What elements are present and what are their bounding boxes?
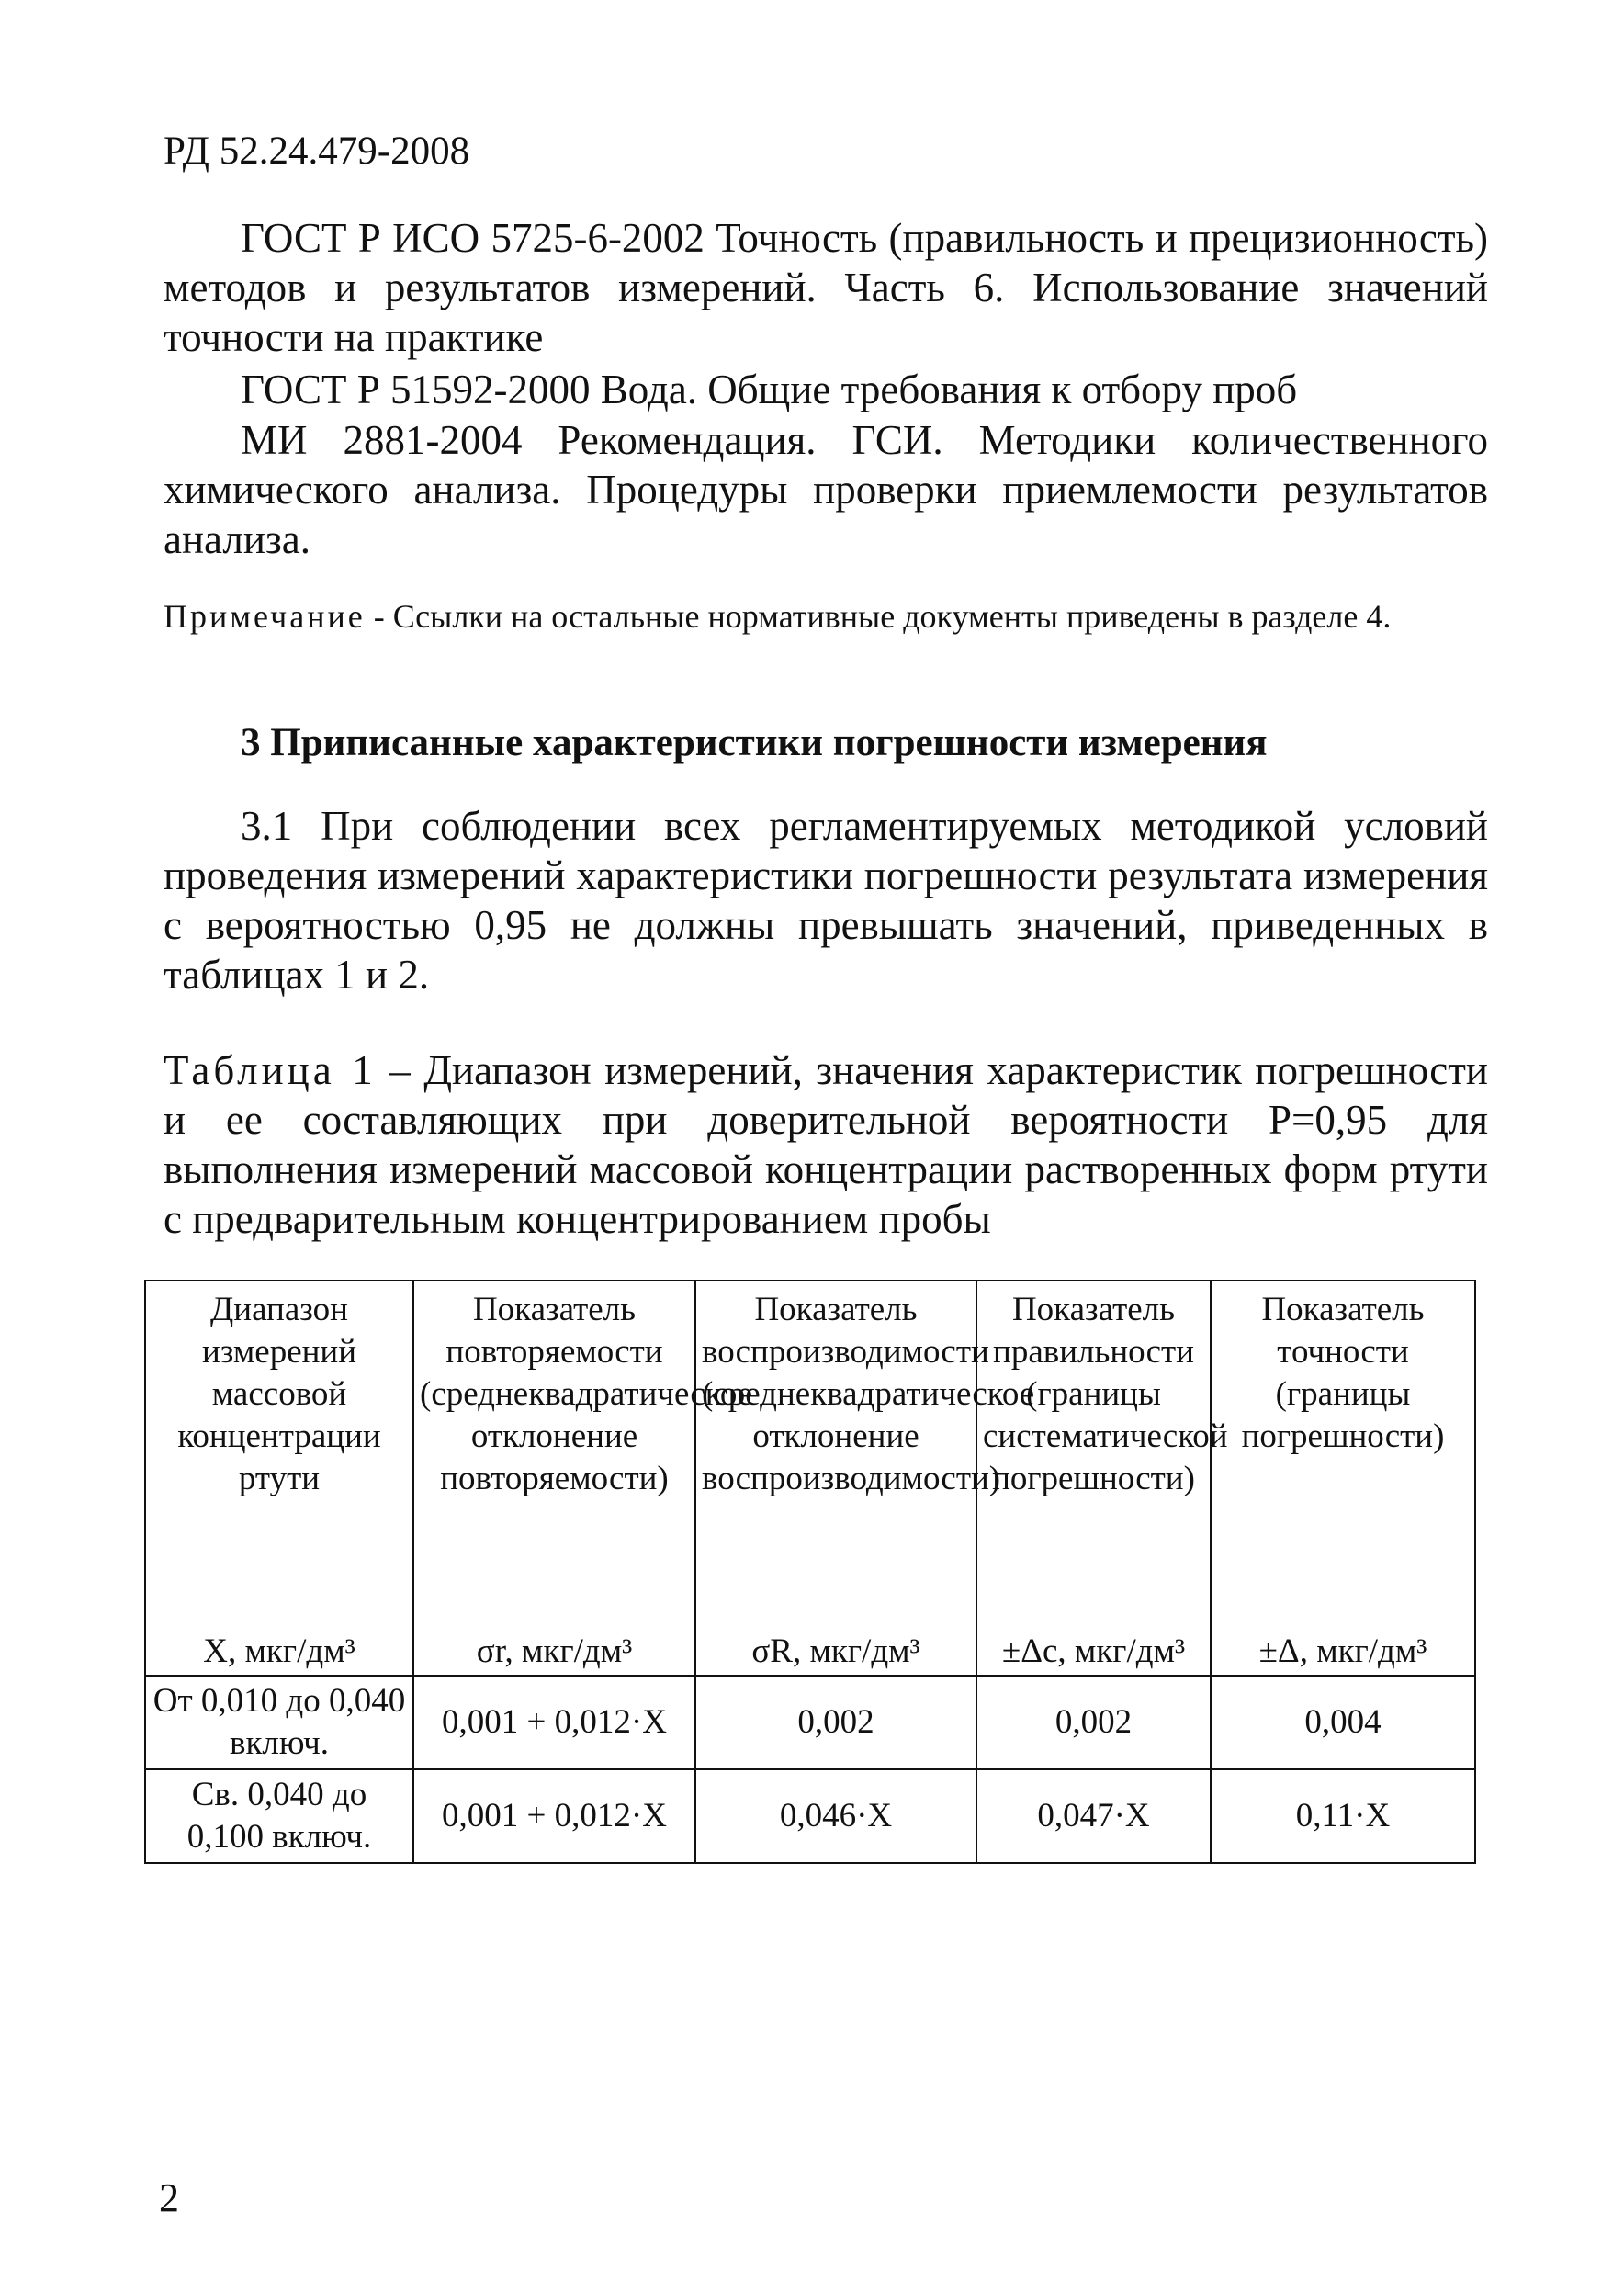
table-cell-repeatability: 0,001 + 0,012·X (413, 1769, 695, 1863)
column-unit-repeatability: σr, мкг/дм³ (413, 1631, 695, 1676)
table-row (145, 1769, 1475, 1863)
column-header-accuracy: Показатель точности (границы погрешности) (1211, 1281, 1475, 1631)
column-unit-trueness: ±Δc, мкг/дм³ (976, 1631, 1211, 1676)
column-header-range: Диапазон измерений массовой концентрации ртути (145, 1281, 413, 1631)
table-caption-text: – Диапазон измерений, значения характеристик погрешности и ее составляющих при доверительной вероятности P=0,95 для выполнения измерений массовой концентрации растворенных форм ртути с предварительным концентрированием пробы (164, 1047, 1488, 1242)
column-unit-reproducibility: σR, мкг/дм³ (695, 1631, 976, 1676)
reference-gost-51592: ГОСТ Р 51592-2000 Вода. Общие требования к отбору проб (241, 367, 1298, 412)
section-heading: 3 Приписанные характеристики погрешности измерения (241, 721, 1268, 764)
column-header-reproducibility: Показатель воспроизводимости (среднеквадратическое отклонение воспроизводимости) (695, 1281, 976, 1631)
table-caption (164, 1045, 1488, 1244)
table-cell-trueness: 0,002 (976, 1676, 1211, 1769)
note-text: - Ссылки на остальные нормативные документы приведены в разделе 4. (365, 598, 1392, 635)
table-caption-lead: Таблица 1 (164, 1047, 377, 1093)
table-cell-accuracy: 0,004 (1211, 1676, 1475, 1769)
column-header-trueness: Показатель правильности (границы систематической погрешности) (976, 1281, 1211, 1631)
table-units-row (145, 1631, 1475, 1676)
column-header-repeatability: Показатель повторяемости (среднеквадратическое отклонение повторяемости) (413, 1281, 695, 1631)
note (164, 595, 1500, 638)
clause-3-1: 3.1 При соблюдении всех регламентируемых методикой условий проведения измерений характеристики погрешности результата измерения с вероятностью 0,95 не должны превышать значений, приведенных в таблицах 1 и 2. (164, 803, 1488, 998)
table-row (145, 1676, 1475, 1769)
column-unit-range: X, мкг/дм³ (145, 1631, 413, 1676)
table-cell-range: Св. 0,040 до 0,100 включ. (145, 1769, 413, 1863)
table-cell-repeatability: 0,001 + 0,012·X (413, 1676, 695, 1769)
column-unit-accuracy: ±Δ, мкг/дм³ (1211, 1631, 1475, 1676)
table-cell-reproducibility: 0,046·X (695, 1769, 976, 1863)
reference-mi-2881: МИ 2881-2004 Рекомендация. ГСИ. Методики количественного химического анализа. Процедуры проверки приемлемости результатов анализа. (164, 417, 1488, 562)
document-header: РД 52.24.479-2008 (164, 130, 470, 173)
error-characteristics-table (144, 1280, 1476, 1864)
table-cell-accuracy: 0,11·X (1211, 1769, 1475, 1863)
page-number: 2 (159, 2175, 179, 2220)
note-lead: Примечание (164, 598, 366, 635)
table-cell-trueness: 0,047·X (976, 1769, 1211, 1863)
reference-gost-iso-5725-6: ГОСТ Р ИСО 5725-6-2002 Точность (правильность и прецизионность) методов и результатов измерений. Часть 6. Использование значений точности на практике (164, 215, 1488, 360)
table-header-row (145, 1281, 1475, 1631)
table-cell-reproducibility: 0,002 (695, 1676, 976, 1769)
table-cell-range: От 0,010 до 0,040 включ. (145, 1676, 413, 1769)
